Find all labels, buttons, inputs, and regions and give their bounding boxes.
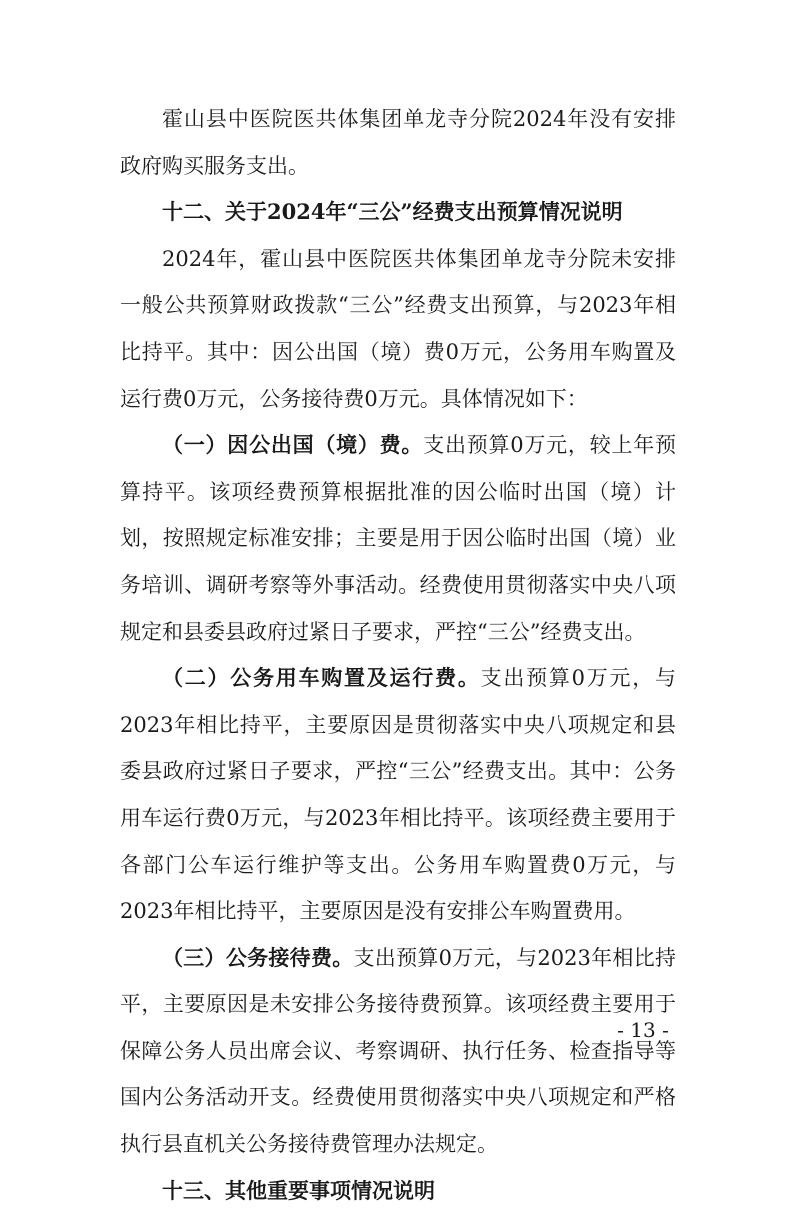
paragraph-three-public-overview (120, 236, 676, 422)
paragraph-label: （二）公务用车购置及运行费。 (162, 665, 481, 691)
document-body (120, 96, 676, 1214)
paragraph-text: 2024年，霍山县中医院医共体集团单龙寺分院未安排一般公共预算财政拨款“三公”经费支出预算，与2023年相比持平。其中：因公出国（境）费0万元，公务用车购置及运行费0万元，公务接待费0万元。具体情况如下： (120, 246, 676, 411)
heading-text: 十二、关于2024年“三公”经费支出预算情况说明 (162, 199, 623, 225)
paragraph-text: 霍山县中医院医共体集团单龙寺分院2024年没有安排政府购买服务支出。 (120, 107, 676, 178)
paragraph-overseas-travel (120, 422, 676, 655)
heading-section-twelve (120, 189, 676, 236)
paragraph-official-reception (120, 935, 676, 1168)
paragraph-text: 支出预算0万元，与2023年相比持平，主要原因是未安排公务接待费预算。该项经费主要用于保障公务人员出席会议、考察调研、执行任务、检查指导等国内公务活动开支。经费使用贯彻落实中央八项规定和严格执行县直机关公务接待费管理办法规定。 (120, 945, 676, 1157)
paragraph-procurement-services (120, 96, 676, 189)
page-number: - 13 - (617, 1018, 669, 1042)
paragraph-label: （一）因公出国（境）费。 (162, 432, 424, 458)
paragraph-label: （三）公务接待费。 (162, 944, 354, 970)
paragraph-official-vehicles (120, 655, 676, 935)
paragraph-text: 支出预算0万元，较上年预算持平。该项经费预算根据批准的因公临时出国（境）计划，按照规定标准安排；主要是用于因公临时出国（境）业务培训、调研考察等外事活动。经费使用贯彻落实中央八项规定和县委县政府过紧日子要求，严控“三公”经费支出。 (120, 433, 676, 644)
heading-section-thirteen (120, 1168, 676, 1214)
heading-text: 十三、其他重要事项情况说明 (162, 1177, 435, 1203)
paragraph-text: 支出预算0万元，与2023年相比持平，主要原因是贯彻落实中央八项规定和县委县政府过紧日子要求，严控“三公”经费支出。其中：公务用车运行费0万元，与2023年相比持平。该项经费主要用于各部门公车运行维护等支出。公务用车购置费0万元，与2023年相比持平，主要原因是没有安排公车购置费用。 (120, 666, 676, 924)
